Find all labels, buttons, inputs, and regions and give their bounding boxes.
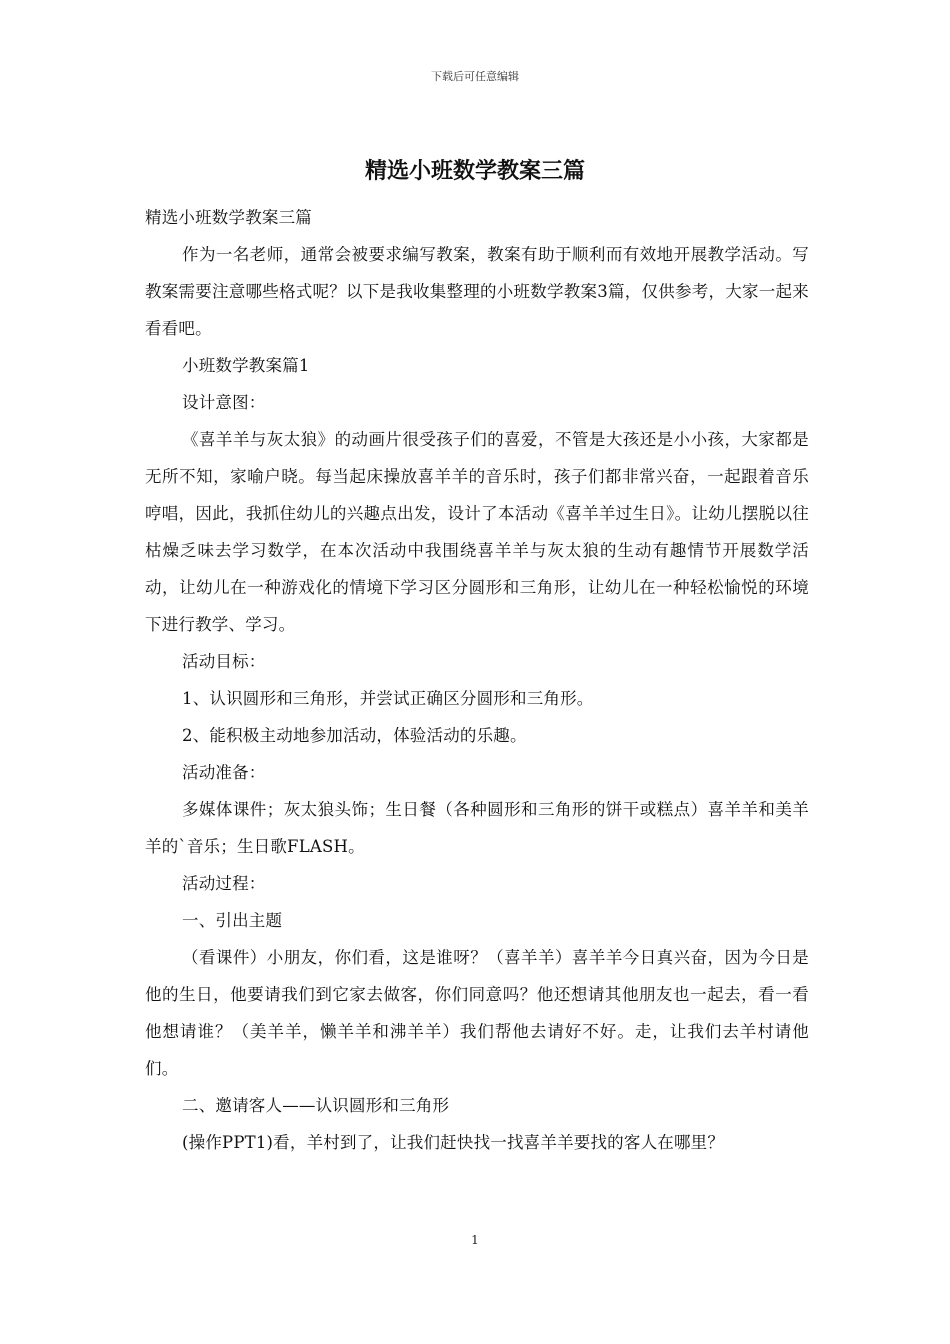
header-note: 下载后可任意编辑 xyxy=(431,70,519,83)
document-body xyxy=(145,199,809,1161)
goal-item-1: 1、认识圆形和三角形，并尝试正确区分圆形和三角形。 xyxy=(182,689,594,708)
process-step-1-paragraph: （看课件）小朋友，你们看，这是谁呀？（喜羊羊）喜羊羊今日真兴奋，因为今日是他的生日，他要请我们到它家去做客，你们同意吗？他还想请其他朋友也一起去，看一看他想请谁？（美羊羊，懒羊羊和沸羊羊）我们帮他去请好不好。走，让我们去羊村请他们。 xyxy=(145,948,809,1078)
process-step-2-heading: 二、邀请客人——认识圆形和三角形 xyxy=(182,1096,450,1115)
document-title: 精选小班数学教案三篇 xyxy=(364,158,585,184)
section-heading-lesson-1: 小班数学教案篇1 xyxy=(182,356,310,375)
intro-paragraph: 作为一名老师，通常会被要求编写教案，教案有助于顺利而有效地开展教学活动。写教案需要注意哪些格式呢？以下是我收集整理的小班数学教案3篇，仅供参考，大家一起来看看吧。 xyxy=(145,245,809,338)
heading-activity-goals: 活动目标： xyxy=(182,652,266,671)
subtitle-line: 精选小班数学教案三篇 xyxy=(145,208,312,227)
heading-activity-process: 活动过程： xyxy=(182,874,266,893)
process-step-1-heading: 一、引出主题 xyxy=(182,911,283,930)
design-intent-paragraph: 《喜羊羊与灰太狼》的动画片很受孩子们的喜爱，不管是大孩还是小小孩，大家都是无所不知，家喻户晓。每当起床操放喜羊羊的音乐时，孩子们都非常兴奋，一起跟着音乐哼唱，因此，我抓住幼儿的兴趣点出发，设计了本活动《喜羊羊过生日》。让幼儿摆脱以往枯燥乏味去学习数学，在本次活动中我围绕喜羊羊与灰太狼的生动有趣情节开展数学活动，让幼儿在一种游戏化的情境下学习区分圆形和三角形，让幼儿在一种轻松愉悦的环境下进行教学、学习。 xyxy=(145,430,809,634)
page-number: 1 xyxy=(471,1233,479,1247)
preparation-paragraph: 多媒体课件；灰太狼头饰；生日餐（各种圆形和三角形的饼干或糕点）喜羊羊和美羊羊的`音乐；生日歌FLASH。 xyxy=(145,800,809,856)
process-step-2-paragraph: (操作PPT1)看，羊村到了，让我们赶快找一找喜羊羊要找的客人在哪里？ xyxy=(182,1133,725,1152)
heading-design-intent: 设计意图： xyxy=(182,393,266,412)
heading-activity-preparation: 活动准备： xyxy=(182,763,266,782)
goal-item-2: 2、能积极主动地参加活动，体验活动的乐趣。 xyxy=(182,726,527,745)
